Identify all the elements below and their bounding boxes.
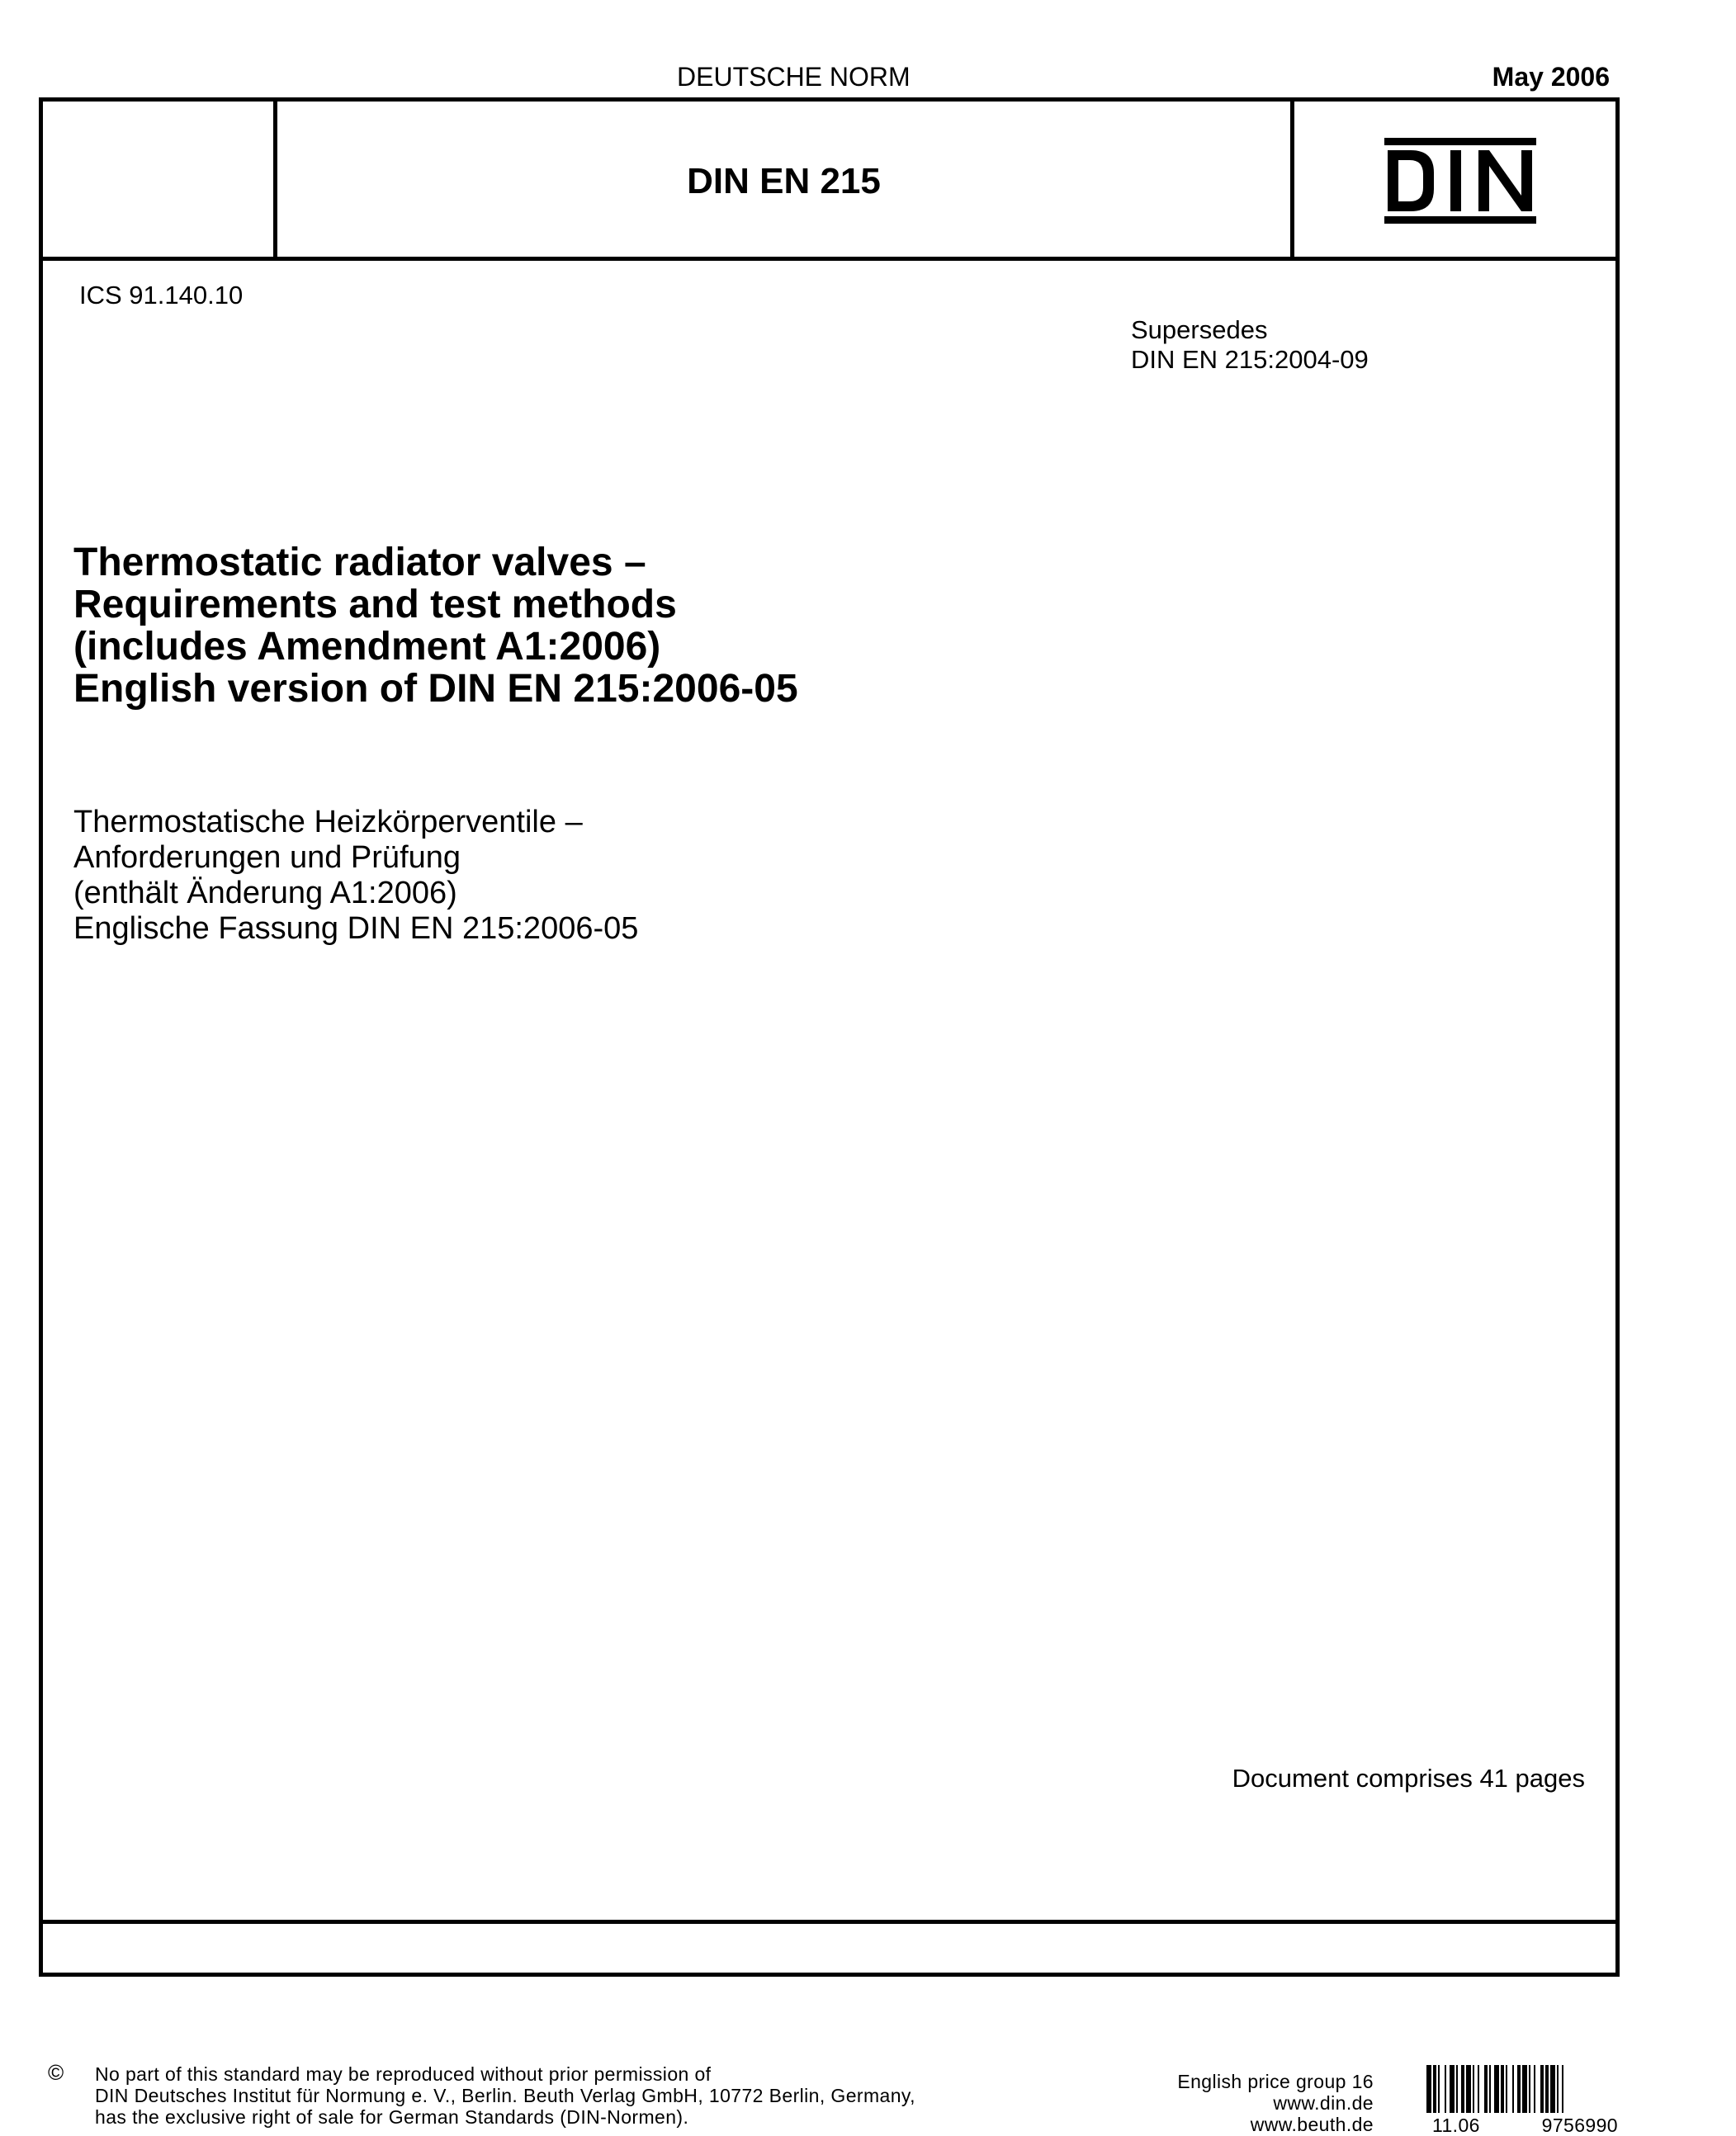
- din-logo-icon: [1384, 138, 1536, 224]
- main-frame: [39, 258, 1620, 1977]
- title-line: Thermostatic radiator valves –: [73, 541, 646, 584]
- copyright-notice-line: has the exclusive right of sale for German Standards (DIN-Normen).: [95, 2106, 689, 2128]
- page-count-note: Document comprises 41 pages: [1232, 1764, 1585, 1793]
- ics-code: ICS 91.140.10: [79, 281, 244, 310]
- header-frame: [39, 97, 1620, 261]
- din-website-link[interactable]: www.din.de: [1273, 2092, 1374, 2114]
- barcode-icon: [1426, 2065, 1620, 2113]
- price-and-links: [1073, 2071, 1374, 2135]
- title-line: Requirements and test methods: [73, 583, 677, 626]
- main-frame-inner-rule: [43, 1920, 1615, 1924]
- copyright-notice-line: DIN Deutsches Institut für Normung e. V., Berlin. Beuth Verlag GmbH, 10772 Berlin, Germany,: [95, 2085, 915, 2106]
- title-line: English version of DIN EN 215:2006-05: [73, 667, 798, 711]
- copyright-notice: [95, 2063, 915, 2128]
- supersedes-label: Supersedes: [1131, 315, 1268, 344]
- document-title: [73, 541, 798, 710]
- german-title-line: Thermostatische Heizkörperventile –: [73, 805, 583, 839]
- deutsche-norm-label: DEUTSCHE NORM: [677, 62, 911, 92]
- publication-date: May 2006: [1492, 62, 1610, 92]
- price-group: English price group 16: [1177, 2071, 1374, 2092]
- title-line: (includes Amendment A1:2006): [73, 625, 661, 669]
- supersedes-value: DIN EN 215:2004-09: [1131, 345, 1369, 374]
- document-id: DIN EN 215: [687, 161, 881, 201]
- german-title-line: Anforderungen und Prüfung: [73, 840, 461, 875]
- copyright-notice-line: No part of this standard may be reproduced without prior permission of: [95, 2063, 712, 2085]
- copyright-icon: ©: [48, 2060, 64, 2085]
- german-title-line: (enthält Änderung A1:2006): [73, 876, 457, 910]
- beuth-website-link[interactable]: www.beuth.de: [1250, 2114, 1374, 2135]
- header-divider-right: [1290, 102, 1294, 257]
- din-logo: [1384, 138, 1536, 224]
- barcode-right-number: 9756990: [1541, 2115, 1618, 2136]
- barcode-left-number: 11.06: [1432, 2115, 1480, 2136]
- german-title-line: Englische Fassung DIN EN 215:2006-05: [73, 911, 639, 946]
- barcode: [1426, 2065, 1620, 2113]
- german-title: [73, 805, 638, 947]
